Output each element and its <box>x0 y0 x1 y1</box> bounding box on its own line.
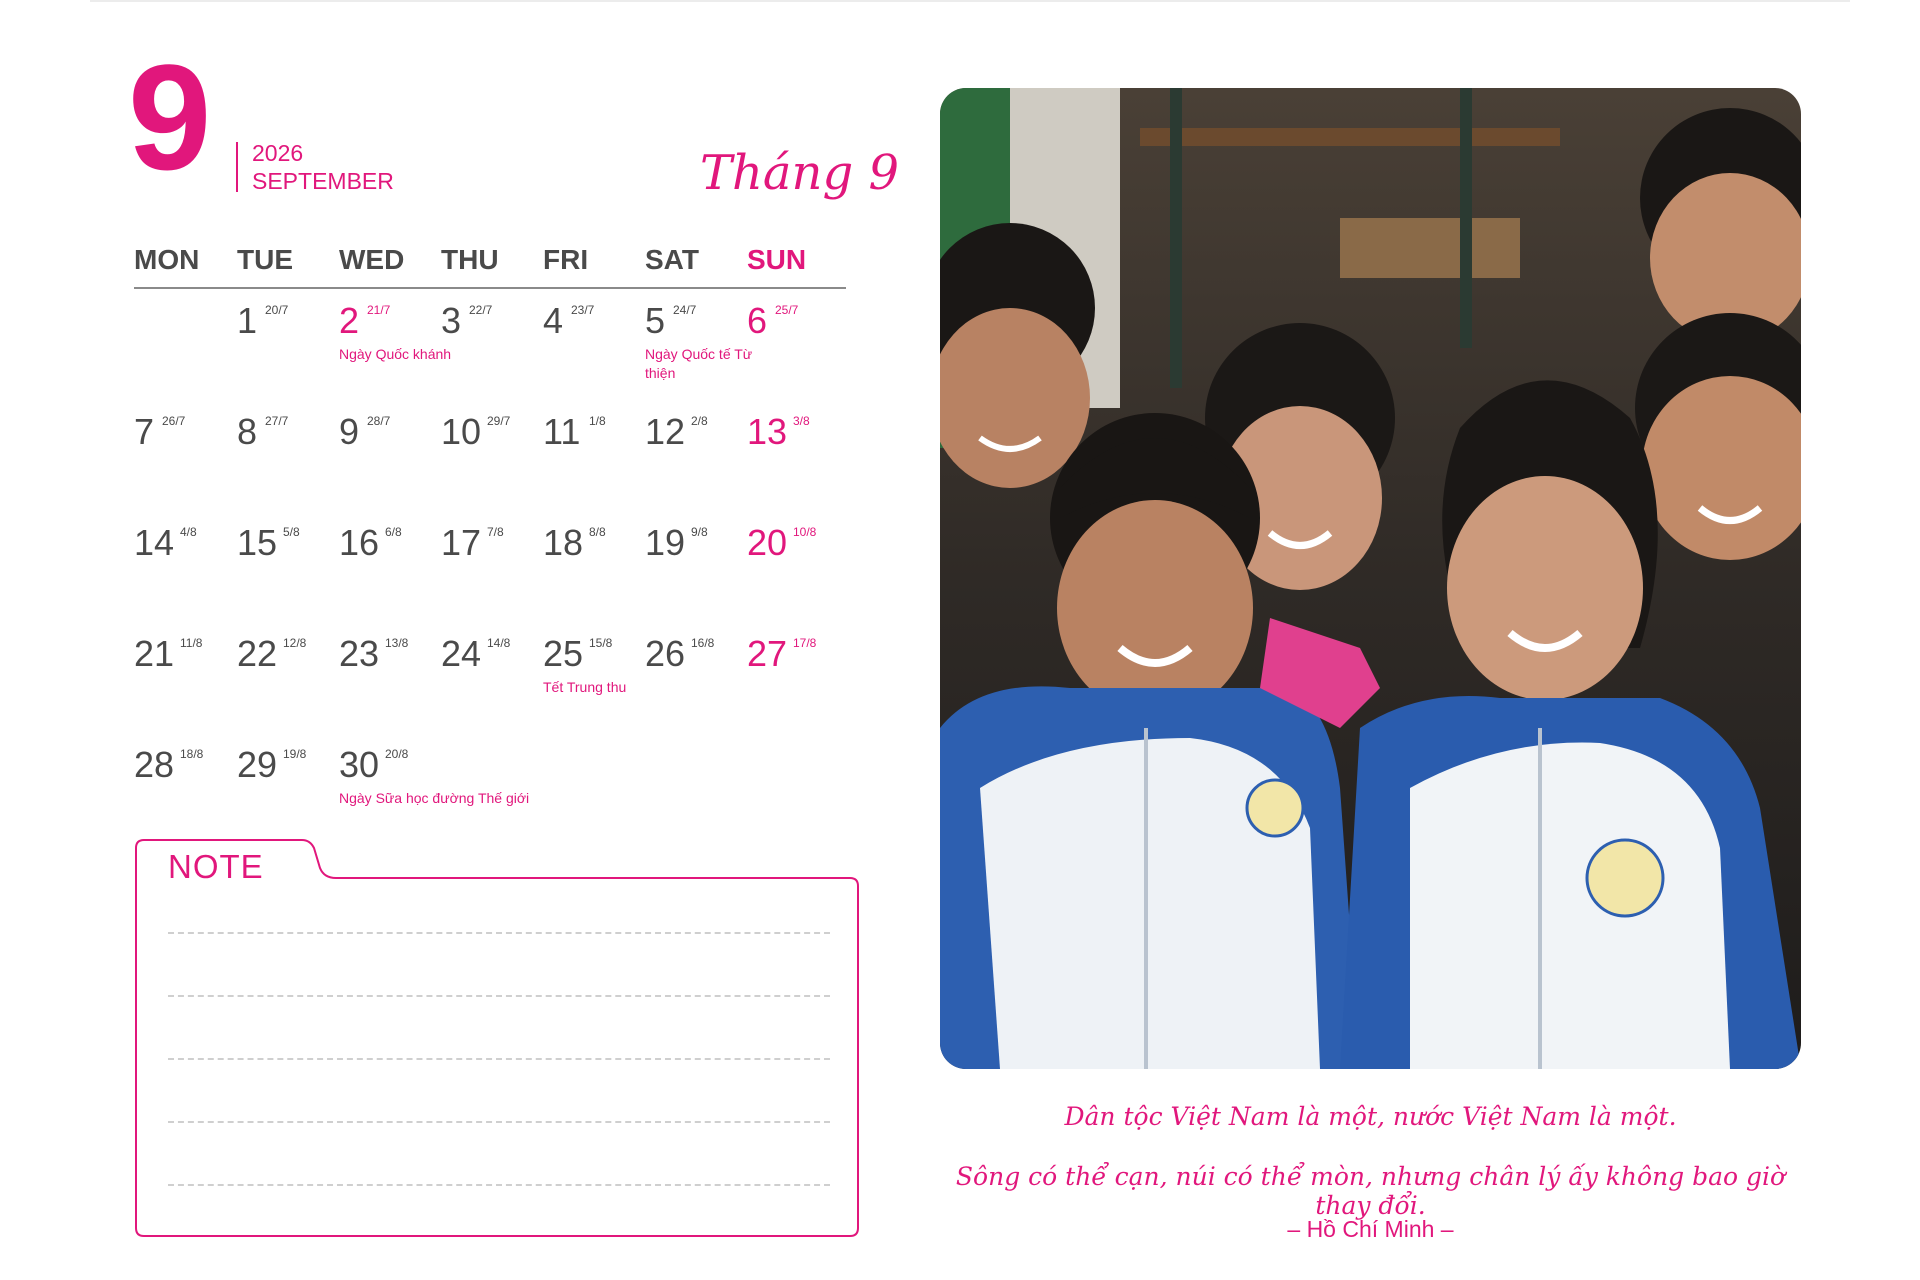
note-frame <box>134 838 860 1238</box>
month-name-vn: Tháng 9 <box>700 145 899 201</box>
note-line[interactable] <box>168 1184 830 1186</box>
lunar-date: 22/7 <box>469 303 493 317</box>
lunar-date: 10/8 <box>793 525 817 539</box>
note-line[interactable] <box>168 1121 830 1123</box>
calendar-day-5[interactable] <box>645 300 753 393</box>
note-line[interactable] <box>168 995 830 997</box>
lunar-date: 27/7 <box>265 414 289 428</box>
lunar-date: 20/7 <box>265 303 289 317</box>
calendar-day-28[interactable] <box>134 744 234 837</box>
calendar-day-30[interactable] <box>339 744 530 837</box>
lunar-date: 17/8 <box>793 636 817 650</box>
calendar-day-9[interactable] <box>339 411 439 504</box>
day-number: 30 <box>339 744 380 785</box>
lunar-date: 26/7 <box>162 414 186 428</box>
day-number: 10 <box>441 411 482 452</box>
day-number: 29 <box>237 744 278 785</box>
calendar-day-10[interactable] <box>441 411 541 504</box>
day-number: 20 <box>747 522 788 563</box>
calendar-day-2[interactable] <box>339 300 452 393</box>
day-number: 3 <box>441 300 462 341</box>
month-number: 9 <box>128 33 208 201</box>
quote-author: – Hồ Chí Minh – <box>1287 1216 1454 1242</box>
note-title: NOTE <box>168 848 264 885</box>
month-name-en: SEPTEMBER <box>252 168 394 194</box>
lunar-date: 19/8 <box>283 747 307 761</box>
lunar-date: 7/8 <box>487 525 504 539</box>
calendar-day-23[interactable] <box>339 633 439 726</box>
calendar-day-11[interactable] <box>543 411 643 504</box>
calendar-day-17[interactable] <box>441 522 541 615</box>
year-label: 2026 <box>252 140 304 166</box>
photo-illustration <box>940 88 1801 1069</box>
day-event: Ngày Sữa học đường Thế giới <box>339 790 530 806</box>
lunar-date: 29/7 <box>487 414 511 428</box>
day-number: 21 <box>134 633 175 674</box>
day-number: 23 <box>339 633 380 674</box>
calendar-day-27[interactable] <box>747 633 847 726</box>
calendar-day-25[interactable] <box>543 633 643 726</box>
note-line[interactable] <box>168 1058 830 1060</box>
lunar-date: 5/8 <box>283 525 300 539</box>
calendar-day-16[interactable] <box>339 522 439 615</box>
lunar-date: 6/8 <box>385 525 402 539</box>
day-number: 17 <box>441 522 482 563</box>
day-number: 6 <box>747 300 768 341</box>
day-number: 11 <box>543 411 581 452</box>
day-number: 14 <box>134 522 175 563</box>
weekday-thu: THU <box>441 244 499 275</box>
calendar-day-4[interactable] <box>543 300 643 393</box>
calendar-day-1[interactable] <box>237 300 337 393</box>
lunar-date: 4/8 <box>180 525 197 539</box>
lunar-date: 24/7 <box>673 303 697 317</box>
calendar-day-22[interactable] <box>237 633 337 726</box>
quote-line-2: Sông có thể cạn, núi có thể mòn, nhưng chân lý ấy không bao giờ thay đổi. <box>955 1162 1786 1220</box>
lunar-date: 2/8 <box>691 414 708 428</box>
day-number: 4 <box>543 300 564 341</box>
calendar-day-24[interactable] <box>441 633 541 726</box>
day-number: 16 <box>339 522 380 563</box>
quote-line-1: Dân tộc Việt Nam là một, nước Việt Nam là một. <box>1064 1102 1677 1131</box>
weekday-tue: TUE <box>237 244 293 275</box>
lunar-date: 12/8 <box>283 636 307 650</box>
header-divider <box>236 142 238 192</box>
lunar-date: 28/7 <box>367 414 391 428</box>
day-number: 28 <box>134 744 175 785</box>
day-event: Ngày Quốc khánh <box>339 346 452 362</box>
note-line[interactable] <box>168 932 830 934</box>
day-number: 2 <box>339 300 360 341</box>
calendar-day-13[interactable] <box>747 411 847 504</box>
day-number: 27 <box>747 633 788 674</box>
calendar-day-15[interactable] <box>237 522 337 615</box>
calendar-day-18[interactable] <box>543 522 643 615</box>
lunar-date: 18/8 <box>180 747 204 761</box>
lunar-date: 20/8 <box>385 747 409 761</box>
calendar-day-29[interactable] <box>237 744 337 837</box>
weekday-sat: SAT <box>645 244 699 275</box>
lunar-date: 15/8 <box>589 636 613 650</box>
day-number: 5 <box>645 300 666 341</box>
weekday-fri: FRI <box>543 244 589 275</box>
day-event: Tết Trung thu <box>543 679 627 695</box>
lunar-date: 1/8 <box>589 414 606 428</box>
day-number: 9 <box>339 411 360 452</box>
calendar-day-21[interactable] <box>134 633 234 726</box>
day-number: 24 <box>441 633 482 674</box>
calendar-day-19[interactable] <box>645 522 745 615</box>
children-photo <box>940 88 1801 1069</box>
weekday-divider <box>134 287 846 289</box>
day-number: 13 <box>747 411 788 452</box>
day-number: 8 <box>237 411 258 452</box>
lunar-date: 11/8 <box>180 636 203 650</box>
lunar-date: 21/7 <box>367 303 391 317</box>
calendar-day-6[interactable] <box>747 300 847 393</box>
lunar-date: 16/8 <box>691 636 715 650</box>
lunar-date: 8/8 <box>589 525 606 539</box>
day-number: 1 <box>237 300 258 341</box>
calendar-day-26[interactable] <box>645 633 745 726</box>
calendar-day-8[interactable] <box>237 411 337 504</box>
weekday-wed: WED <box>339 244 405 275</box>
day-number: 12 <box>645 411 686 452</box>
calendar-day-20[interactable] <box>747 522 847 615</box>
lunar-date: 9/8 <box>691 525 708 539</box>
calendar-day-3[interactable] <box>441 300 541 393</box>
weekday-mon: MON <box>134 244 200 275</box>
lunar-date: 13/8 <box>385 636 409 650</box>
day-number: 7 <box>134 411 155 452</box>
calendar-day-7[interactable] <box>134 411 234 504</box>
page-top-rule <box>90 0 1850 2</box>
day-event: Ngày Quốc tế Từ thiện <box>645 346 753 381</box>
day-number: 19 <box>645 522 686 563</box>
calendar-day-12[interactable] <box>645 411 745 504</box>
lunar-date: 23/7 <box>571 303 595 317</box>
calendar-day-14[interactable] <box>134 522 234 615</box>
day-number: 15 <box>237 522 278 563</box>
lunar-date: 25/7 <box>775 303 799 317</box>
day-number: 26 <box>645 633 686 674</box>
lunar-date: 14/8 <box>487 636 511 650</box>
day-number: 25 <box>543 633 584 674</box>
weekday-sun: SUN <box>747 244 807 275</box>
note-box[interactable] <box>134 838 860 1238</box>
day-number: 18 <box>543 522 584 563</box>
lunar-date: 3/8 <box>793 414 810 428</box>
day-number: 22 <box>237 633 278 674</box>
